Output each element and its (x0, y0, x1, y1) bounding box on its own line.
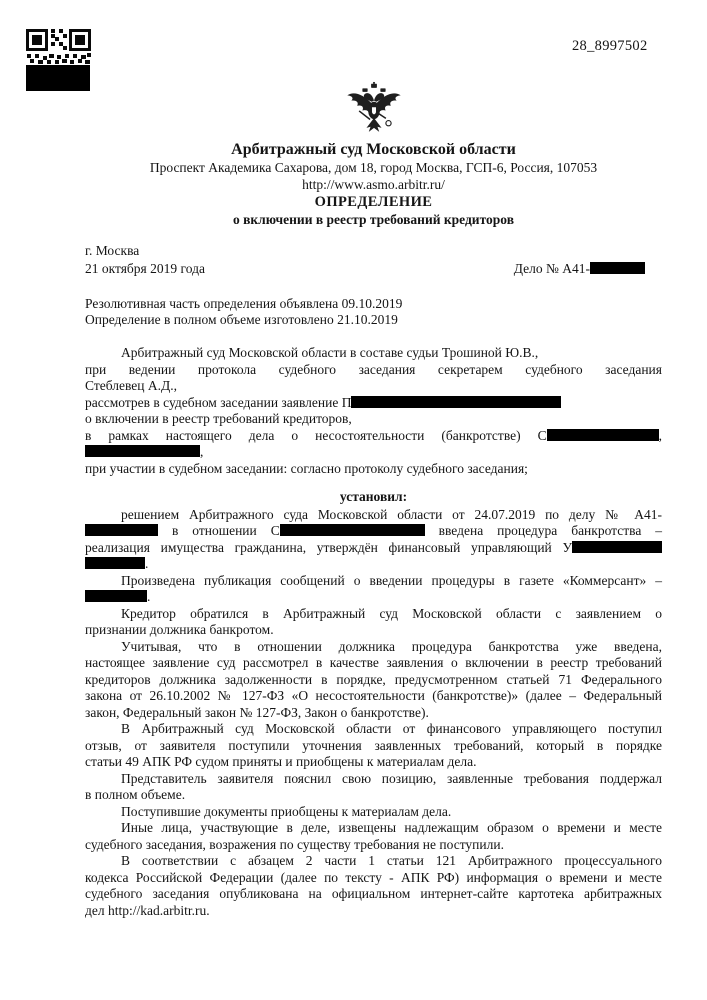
redaction-box (85, 445, 200, 457)
body-line (85, 705, 662, 722)
text-segment: Стеблевец А.Д., (85, 378, 177, 393)
body-line (85, 870, 662, 887)
text-segment: закон, Федеральный закон № 127-ФЗ, Закон о банкротстве). (85, 704, 429, 720)
body-line (85, 688, 662, 705)
text-segment: Учитывая, что в отношении должника процедура банкротства уже введена, (121, 638, 662, 654)
text-segment: Кредитор обратился в Арбитражный суд Московской области с заявлением о (121, 605, 662, 621)
body-line (85, 622, 662, 639)
text-segment: кредиторов должника задолженности в порядке, предусмотренном статьей 71 Федерального (85, 671, 662, 687)
qr-redaction (26, 65, 90, 91)
body-line (85, 886, 662, 903)
document-body (85, 345, 662, 919)
text-segment: признании должника банкротом. (85, 622, 274, 637)
redaction-box (85, 524, 158, 536)
redaction-box (351, 396, 561, 408)
text-segment: судебного заседания, возражения по существу требования не поступили. (85, 836, 504, 852)
body-line (85, 556, 662, 573)
body-line (85, 461, 662, 478)
body-line (85, 771, 662, 788)
text-segment: при ведении протокола судебного заседания секретарем судебного заседания (85, 361, 662, 377)
text-segment: Поступившие документы приобщены к материалам дела. (121, 803, 452, 819)
text-segment: , (658, 427, 662, 443)
body-line (85, 903, 662, 920)
body-line (85, 754, 662, 771)
ustanovil-heading (85, 489, 662, 506)
body-line (85, 444, 662, 461)
text-segment: при участии в судебном заседании: согласно протоколу судебного заседания; (85, 460, 528, 476)
text-segment: отзыв, от заявителя поступили уточнения заявленных требований, который в порядке (85, 737, 662, 753)
text-segment: В Арбитражный суд Московской области от финансового управляющего поступил (121, 721, 662, 736)
city-line: г. Москва (85, 243, 140, 258)
body-line (85, 639, 662, 656)
body-line (85, 540, 662, 557)
court-website-url: http://www.asmo.arbitr.ru/ (302, 177, 445, 192)
body-line (85, 362, 662, 379)
date-line: 21 октября 2019 года (85, 261, 205, 276)
text-segment: решением Арбитражного суда Московской области от 24.07.2019 по делу № А41- (121, 506, 662, 522)
text-segment: Произведена публикация сообщений о введении процедуры в газете «Коммерсант» – (121, 572, 662, 588)
body-line (85, 787, 662, 804)
body-line (85, 428, 662, 445)
text-segment: введена процедура банкротства – (424, 523, 662, 538)
case-number-redaction (590, 262, 645, 274)
body-line (85, 589, 662, 606)
text-segment: судебного заседания опубликована на официальном интернет-сайте картотека арбитражных (85, 886, 662, 901)
text-segment: Иные лица, участвующие в деле, извещены надлежащим образом о времени и месте (121, 820, 662, 835)
redaction-box (572, 541, 662, 553)
text-segment: реализация имущества гражданина, утверждён финансовый управляющий У (85, 539, 572, 555)
text-segment: Арбитражный суд Московской области в составе судьи Трошиной Ю.В., (121, 345, 539, 360)
body-line (85, 738, 662, 755)
body-line (85, 378, 662, 395)
text-segment: в отношении С (158, 523, 280, 538)
text-segment: . (147, 589, 151, 604)
redaction-box (280, 524, 425, 536)
body-line (85, 411, 662, 428)
text-segment: статьи 49 АПК РФ судом приняты и приобщены к материалам дела. (85, 754, 477, 769)
text-segment: дел http://kad.arbitr.ru. (85, 902, 210, 918)
text-segment: . (145, 556, 149, 571)
redaction-box (85, 557, 145, 569)
body-line (85, 655, 662, 672)
body-line (85, 606, 662, 623)
text-segment: рассмотрев в судебном заседании заявление П (85, 394, 352, 410)
body-line (85, 345, 662, 362)
text-segment: о включении в реестр требований кредиторов, (85, 411, 352, 426)
text-segment: установил: (339, 489, 408, 504)
body-line (85, 672, 662, 689)
body-line (85, 804, 662, 821)
court-name: Арбитражный суд Московской области (231, 141, 516, 158)
text-segment: в полном объеме. (85, 787, 186, 802)
resolution-announced-line: Резолютивная часть определения объявлена 09.10.2019 (85, 296, 403, 311)
text-segment: , (200, 444, 204, 459)
coat-of-arms-icon (345, 80, 403, 138)
body-line (85, 573, 662, 590)
document-subtitle: о включении в реестр требований кредиторов (232, 212, 515, 227)
text-segment: настоящее заявление суд рассмотрел в качестве заявления о включении в реестр требований (85, 655, 662, 670)
text-segment: закона от 26.10.2002 № 127-ФЗ «О несостоятельности (банкротстве)» (далее – Федеральный (85, 688, 662, 703)
qr-code (25, 28, 92, 92)
body-line (85, 853, 662, 870)
court-address: Проспект Академика Сахарова, дом 18, город Москва, ГСП-6, Россия, 107053 (149, 160, 598, 175)
text-segment: В соответствии с абзацем 2 части 1 статьи 121 Арбитражного процессуального (121, 853, 662, 868)
full-text-made-line: Определение в полном объеме изготовлено 21.10.2019 (85, 312, 398, 327)
body-line (85, 820, 662, 837)
body-line (85, 395, 662, 412)
document-type-title: ОПРЕДЕЛЕНИЕ (314, 194, 433, 210)
text-segment: Представитель заявителя пояснил свою позицию, заявленные требования поддержал (121, 770, 662, 786)
document-number: 28_8997502 (572, 38, 648, 54)
redaction-box (85, 590, 147, 602)
body-line (85, 523, 662, 540)
body-line (85, 507, 662, 524)
body-line (85, 721, 662, 738)
text-segment: кодекса Российской Федерации (далее по тексту - АПК РФ) информация о времени и месте (85, 869, 662, 885)
redaction-box (547, 429, 659, 441)
case-number: Дело № А41- (514, 261, 645, 277)
case-meta (85, 243, 662, 328)
text-segment: в рамках настоящего дела о несостоятельности (банкротстве) С (85, 427, 547, 443)
body-line (85, 837, 662, 854)
letterhead (85, 140, 662, 229)
